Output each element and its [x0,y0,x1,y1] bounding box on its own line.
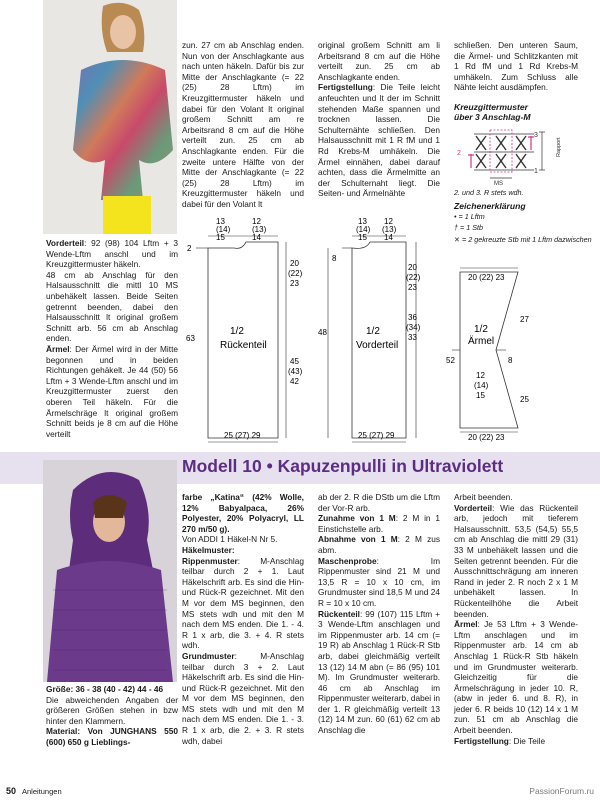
chart-title-line1: Kreuzgittermuster [454,102,529,112]
paragraph: Rippenmuster: M-Anschlag teilbar durch 2 + 1. Laut Häkelschrift arb. Es sind die Hin- und Rück-R gezeichnet. Mit den M vor dem MS beginnen, den MS stets wdh und mit den M nach dem MS enden. Die 1. - 4. R 1 x arb, die 3. + 4. R stets wdh. [182,555,304,651]
paragraph: Vorderteil: 92 (98) 104 Lftm + 3 Wende-Lftm anschl und im Kreuzgittermuster häkeln. [46,238,178,270]
front-neck-dim-3: 14 [384,233,393,242]
front-height-dim: 48 [318,328,327,337]
text-column-3-top [318,40,440,199]
legend-item-crossed: ✕ = 2 gekreuzte Stb mit 1 Lftm dazwischen [454,235,592,244]
paragraph: Arbeit beenden. [454,492,513,502]
paragraph: Fertigstellung: Die Teile [454,735,546,746]
chart-ms-label: MS [494,181,503,186]
back-label-half: 1/2 [230,326,244,337]
crossed-stitch-icon: ✕ [454,235,461,244]
front-lower-dim: 36 [408,313,417,322]
text-column-4-bottom [454,492,578,746]
chart-title [454,102,594,122]
chart-title-line2: über 3 Anschlag-M [454,112,531,122]
text-column-2-bottom [182,492,304,746]
paragraph: Vorderteil: Wie das Rückenteil arb, jedoch mit tieferem Halsausschnitt. 53,5 (54,5) 55,5 cm ab Anschlag die mittl 29 (31) 33 M unbehäkelt lassen und die Seiten getrennt beenden. Für die Ausschnittschrägung am inneren Rand in jeder 2. R noch 2 x 1 M unbehäkelt lassen. In Rückenteilhöhe die Arbeit beenden. [454,502,578,619]
front-neckdrop-dim: 8 [332,254,337,263]
text-column-2-top [182,40,304,210]
watermark: PassionForum.ru [529,786,594,796]
photo-model-rainbow-sweater [43,0,177,234]
paragraph: Ärmel: Je 53 Lftm + 3 Wende-Lftm anschlagen und im Rippenmuster arb. 14 cm ab Anschlag 1 Rück-R Stb häkeln und im Grundmuster weiterarb. Gleichzeitig für die Ärmelschrägung in jeder 10. R, (abw in jeder 6. und 8. R), in jeder 6. R beids 10 (12) 14 x 1 M zun. 51 cm ab Anschlag die Arbeit beenden. [454,619,578,736]
chart-row-label-2: 2 [457,150,461,157]
text-column-1-top [46,238,178,439]
text-column-1-bottom [46,684,178,748]
back-neck-dim-3: 14 [252,233,261,242]
paragraph: farbe „Katina“ (42% Wolle, 12% Babyalpaca, 26% Polyester, 20% Polyacryl, LL 270 m/50 g). [182,492,304,534]
back-armhole-dim: 20 [290,259,299,268]
back-lower-dim-3: 42 [290,377,299,386]
legend-title: Zeichenerklärung [454,201,526,211]
paragraph: ab der 2. R die DStb um die Lftm der Vor-R arb. [318,492,440,513]
back-neckdrop-dim: 2 [187,244,192,253]
front-label-name: Vorderteil [356,340,399,351]
sleeve-lower-dim: 25 [520,395,529,404]
photo-model-purple-hoodie [43,460,177,682]
back-lower-dim-2: (43) [288,367,303,376]
paragraph: Ärmel: Der Ärmel wird in der Mitte begonnen und in beiden Richtungen gehäkelt. Je 44 (50) 56 Lftm + 3 Wende-Lftm anschl und im Kreuzgittermuster zuerst den oberen Teil häkeln. Für die Ärmelschräge lt original großem Schnitt beids je 8 cm auf die Höhe verteilt [46,343,178,439]
front-shoulder-dim: 13 [358,217,367,226]
paragraph: Abnahme von 1 M: 2 M zus abm. [318,534,440,555]
paragraph: Die abweichenden Angaben der größeren Größen stehen in bzw hinter den Klammern. [46,694,178,726]
paragraph: Material: Von JUNGHANS 550 (600) 650 g Lieblings- [46,726,178,747]
back-armhole-dim-2: (22) [288,269,303,278]
sleeve-label-half: 1/2 [474,324,488,335]
section-label: Anleitungen [22,787,62,796]
paragraph: Fertigstellung: Die Teile leicht anfeuchten und lt der im Schnitt stehenden Maße spannen und trocknen lassen. Die Schulternähte schließen. Den Halsausschnitt mit 1 R fM und 1 Rd Krebs-M umhäkeln. Die Ärmel einnähen, dabei darauf achten, dass die Ärmelmitte an der Schulternaht liegt. Die Seiten- und Ärmelnähte [318,82,440,199]
legend-item-double-crochet: † = 1 Stb [454,223,483,232]
sleeve-upper-dim: 27 [520,315,529,324]
front-width-dim: 25 (27) 29 [358,431,395,440]
paragraph: Von ADDI 1 Häkel-N Nr 5. [182,534,278,545]
sleeve-mid-dim-2: (14) [474,381,489,390]
text-column-3-bottom [318,492,440,736]
sleeve-top-dim: 20 (22) 23 [468,273,505,282]
model-title: Modell 10 • Kapuzenpulli in Ultraviolett [182,456,504,476]
paragraph: original großem Schnitt am li Arbeitsrand 8 cm auf die Höhe verteilt zun. 25 cm ab Anschlagkante enden. [318,40,440,82]
front-armhole-dim: 20 [408,263,417,272]
paragraph: 48 cm ab Anschlag für den Halsausschnitt die mittl 10 MS unbehäkelt lassen. Beide Seiten getrennt beenden, dabei den Halsausschnitt lt original großem Schnitt arb. 56 cm ab Anschlag enden. [46,269,178,344]
front-shoulder-dim-3: 15 [358,233,367,242]
front-neck-dim-2: (13) [382,225,397,234]
photo-rainbow-illustration [43,0,177,234]
paragraph: zun. 27 cm ab Anschlag enden. Nun von der Anschlagkante aus nach unten häkeln. Dafür bis zur Mitte der Anschlagkante (= 22 (25) 28 Lftm) im Kreuzgittermuster häkeln und dabei für den Volant lt original großem Schnitt am re Arbeitsrand 8 cm auf die Höhe verteilt zun. 25 cm ab Anschlagkante enden. Für die zweite untere Hälfte von der Mitte der Anschlagkante (= 22 (25) 28 Lftm) im Kreuzgittermuster häkeln und dabei für den Volant lt [182,40,304,209]
sleeve-bottom-dim: 20 (22) 23 [468,433,505,442]
back-neck-dim-2: (13) [252,225,267,234]
paragraph: schließen. Den unteren Saum, die Ärmel- und Schlitzkanten mit 1 Rd fM und 1 Rd Krebs-M umhäkeln. Zum Schluss alle Nähte leicht ausdämpfen. [454,40,578,93]
back-shoulder-dim-3: 15 [216,233,225,242]
front-armhole-dim-3: 23 [408,283,417,292]
text-column-4-top [454,40,578,93]
chain-stitch-icon: • [454,212,457,221]
sleeve-mid-dim-3: 15 [476,391,485,400]
back-shoulder-dim-2: (14) [216,225,231,234]
paragraph: Größe: 36 - 38 (40 - 42) 44 - 46 [46,684,164,694]
paragraph: Häkelmuster: [182,544,235,555]
sleeve-mid-dim: 12 [476,371,485,380]
photo-hoodie-illustration [43,460,177,682]
chart-row-label-3: 3 [534,132,538,139]
page-number: 50 [6,786,17,796]
paragraph: Grundmuster: M-Anschlag teilbar durch 3 + 2. Laut Häkelschrift arb. Es sind die Hin- und Rück-R gezeichnet. Mit den M vor dem MS beginnen, den MS stets wdh und mit den M nach dem MS enden. Die 1. - 3. R 1 x arb, die 2. + 3. R stets wdh, dabei [182,650,304,746]
back-label-name: Rückenteil [220,340,267,351]
front-armhole-dim-2: (22) [406,273,421,282]
sleeve-label-name: Ärmel [468,336,495,347]
paragraph: Rückenteil: 99 (107) 115 Lftm + 3 Wende-Lftm anschlagen und im Rippenmuster arb. 14 cm (= 19 R) ab Anschlag 1 Rück-R Stb arb, dabei gleichmäßig verteilt 13 (12) 14 M abn (= 86 (95) 101 M). Im Grundmuster weiterarb. 46 cm ab Anschlag im Rippenmuster weiterarb, dabei in der 1. R gleichmäßig verteilt 13 (12) 14 M zun. 60 (61) 62 cm ab Anschlag die [318,608,440,736]
back-height-dim: 63 [186,334,195,343]
double-crochet-icon: † [454,223,458,232]
schematic-diagrams [182,210,600,450]
paragraph: Zunahme von 1 M: 2 M in 1 Einstichstelle arb. [318,513,440,534]
back-neck-dim: 12 [252,217,261,226]
back-shoulder-dim: 13 [216,217,225,226]
back-width-dim: 25 (27) 29 [224,431,261,440]
back-lower-dim: 45 [290,357,299,366]
sleeve-width-dim: 52 [446,356,455,365]
front-lower-dim-3: 33 [408,333,417,342]
chart-rapport-label: Rapport [556,137,562,157]
front-label-half: 1/2 [366,326,380,337]
front-shoulder-dim-2: (14) [356,225,371,234]
legend-item-chain: • = 1 Lftm [454,212,485,221]
chart-row-label-1: 1 [534,168,538,175]
chart-note: 2. und 3. R stets wdh. [454,188,524,197]
back-armhole-dim-3: 23 [290,279,299,288]
front-neck-dim: 12 [384,217,393,226]
sleeve-center-dim: 8 [508,356,513,365]
front-lower-dim-2: (34) [406,323,421,332]
paragraph: Maschenprobe: Im Rippenmuster sind 21 M und 13,5 R = 10 x 10 cm, im Grundmuster sind 18,5 M und 24 R = 10 x 10 cm. [318,555,440,608]
crochet-chart [454,124,596,186]
